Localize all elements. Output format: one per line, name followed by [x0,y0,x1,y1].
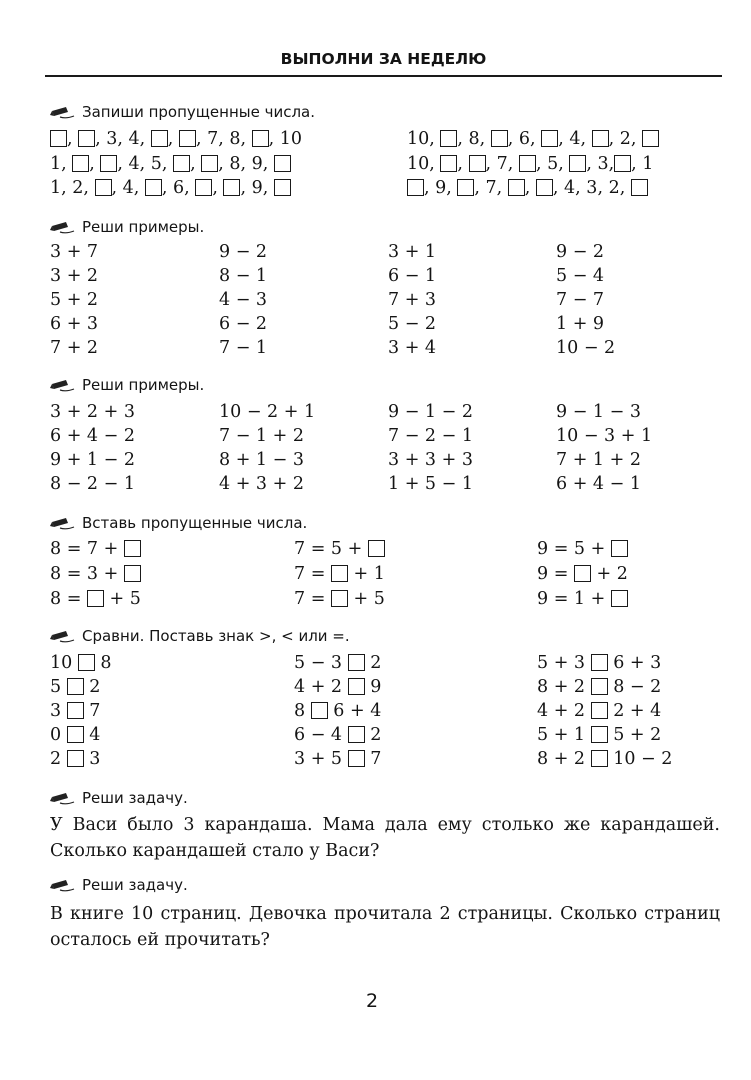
answer-box [67,750,84,767]
answer-box [348,750,365,767]
answer-box [440,155,457,172]
fill-in-equation: 9 = 5 + [537,539,628,559]
example: 9 − 1 − 2 [388,402,473,422]
example: 6 + 4 − 2 [50,426,135,446]
answer-box [78,130,95,147]
example: 3 + 2 + 3 [50,402,135,422]
answer-box [195,179,212,196]
answer-box [124,540,141,557]
example: 8 − 1 [219,266,268,286]
missing-numbers-line: , , 3, 4, , , 7, 8, , 10 [50,129,302,149]
example: 9 − 2 [219,242,268,262]
answer-box [631,179,648,196]
example: 8 − 2 − 1 [50,474,135,494]
answer-box [331,565,348,582]
answer-box [642,130,659,147]
answer-box [457,179,474,196]
fill-in-equation: 9 = + 2 [537,564,628,584]
header-rule [45,75,722,77]
example: 3 + 2 [50,266,99,286]
answer-box [611,540,628,557]
compare-item: 8 + 2 10 − 2 [537,749,673,769]
example: 6 + 3 [50,314,99,334]
answer-box [252,130,269,147]
answer-box [368,540,385,557]
answer-box [591,726,608,743]
example: 6 − 2 [219,314,268,334]
answer-box [201,155,218,172]
example: 7 − 1 + 2 [219,426,304,446]
pencil-icon [50,878,76,892]
missing-numbers-line: , 9, , 7, , , 4, 3, 2, [407,178,648,198]
missing-numbers-line: 1, , , 4, 5, , , 8, 9, [50,154,291,174]
compare-item: 5 − 3 2 [294,653,382,673]
example: 7 + 3 [388,290,437,310]
example: 7 − 2 − 1 [388,426,473,446]
answer-box [331,590,348,607]
pencil-icon [50,791,76,805]
pencil-icon [50,516,76,530]
compare-item: 6 − 4 2 [294,725,382,745]
pencil-icon [50,105,76,119]
section-instruction: Реши примеры. [50,218,204,236]
example: 9 + 1 − 2 [50,450,135,470]
answer-box [223,179,240,196]
answer-box [72,155,89,172]
answer-box [574,565,591,582]
answer-box [274,155,291,172]
example: 3 + 4 [388,338,437,358]
answer-box [50,130,67,147]
answer-box [348,726,365,743]
example: 6 − 1 [388,266,437,286]
compare-item: 4 + 2 9 [294,677,382,697]
page-number: 2 [366,990,379,1012]
section-instruction: Сравни. Поставь знак >, < или =. [50,627,350,645]
answer-box [508,179,525,196]
example: 5 + 2 [50,290,99,310]
compare-item: 10 8 [50,653,112,673]
example: 3 + 3 + 3 [388,450,473,470]
answer-box [348,678,365,695]
word-problem: У Васи было 3 карандаша. Мама дала ему столько же карандашей. Сколько карандашей стало у Васи? [50,815,720,861]
answer-box [611,590,628,607]
section-instruction: Запиши пропущенные числа. [50,103,315,121]
example: 7 + 2 [50,338,99,358]
example: 10 − 3 + 1 [556,426,653,446]
example: 3 + 1 [388,242,437,262]
example: 9 − 2 [556,242,605,262]
answer-box [591,702,608,719]
compare-item: 0 4 [50,725,101,745]
section-instruction: Реши задачу. [50,876,188,894]
answer-box [179,130,196,147]
example: 7 − 1 [219,338,268,358]
answer-box [569,155,586,172]
answer-box [87,590,104,607]
example: 10 − 2 [556,338,616,358]
example: 7 − 7 [556,290,605,310]
answer-box [67,702,84,719]
answer-box [407,179,424,196]
example: 1 + 9 [556,314,605,334]
answer-box [592,130,609,147]
example: 8 + 1 − 3 [219,450,304,470]
pencil-icon [50,220,76,234]
answer-box [67,726,84,743]
answer-box [67,678,84,695]
fill-in-equation: 7 = 5 + [294,539,385,559]
page-header: ВЫПОЛНИ ЗА НЕДЕЛЮ [280,50,487,68]
pencil-icon [50,378,76,392]
example: 10 − 2 + 1 [219,402,316,422]
compare-item: 8 + 2 8 − 2 [537,677,662,697]
section-instruction: Реши примеры. [50,376,204,394]
answer-box [173,155,190,172]
answer-box [541,130,558,147]
answer-box [151,130,168,147]
compare-item: 4 + 2 2 + 4 [537,701,662,721]
section-instruction: Вставь пропущенные числа. [50,514,307,532]
answer-box [519,155,536,172]
example: 4 − 3 [219,290,268,310]
fill-in-equation: 7 = + 1 [294,564,385,584]
fill-in-equation: 8 = + 5 [50,589,141,609]
word-problem: В книге 10 страниц. Девочка прочитала 2 страницы. Сколько страниц осталось ей прочитать? [50,904,720,950]
answer-box [95,179,112,196]
answer-box [311,702,328,719]
answer-box [274,179,291,196]
compare-item: 5 + 3 6 + 3 [537,653,662,673]
missing-numbers-line: 1, 2, , 4, , 6, , , 9, [50,178,291,198]
compare-item: 5 2 [50,677,101,697]
compare-item: 3 7 [50,701,101,721]
section-instruction: Реши задачу. [50,789,188,807]
compare-item: 2 3 [50,749,101,769]
answer-box [591,750,608,767]
example: 4 + 3 + 2 [219,474,304,494]
answer-box [536,179,553,196]
answer-box [348,654,365,671]
answer-box [440,130,457,147]
fill-in-equation: 9 = 1 + [537,589,628,609]
example: 5 − 2 [388,314,437,334]
fill-in-equation: 7 = + 5 [294,589,385,609]
compare-item: 8 6 + 4 [294,701,382,721]
example: 5 − 4 [556,266,605,286]
example: 7 + 1 + 2 [556,450,641,470]
answer-box [591,654,608,671]
example: 3 + 7 [50,242,99,262]
answer-box [591,678,608,695]
example: 1 + 5 − 1 [388,474,473,494]
answer-box [100,155,117,172]
compare-item: 5 + 1 5 + 2 [537,725,662,745]
answer-box [78,654,95,671]
fill-in-equation: 8 = 3 + [50,564,141,584]
pencil-icon [50,629,76,643]
answer-box [124,565,141,582]
missing-numbers-line: 10, , , 7, , 5, , 3, , 1 [407,154,654,174]
example: 9 − 1 − 3 [556,402,641,422]
compare-item: 3 + 5 7 [294,749,382,769]
fill-in-equation: 8 = 7 + [50,539,141,559]
answer-box [491,130,508,147]
missing-numbers-line: 10, , 8, , 6, , 4, , 2, [407,129,659,149]
answer-box [145,179,162,196]
answer-box [469,155,486,172]
example: 6 + 4 − 1 [556,474,641,494]
answer-box [614,155,631,172]
